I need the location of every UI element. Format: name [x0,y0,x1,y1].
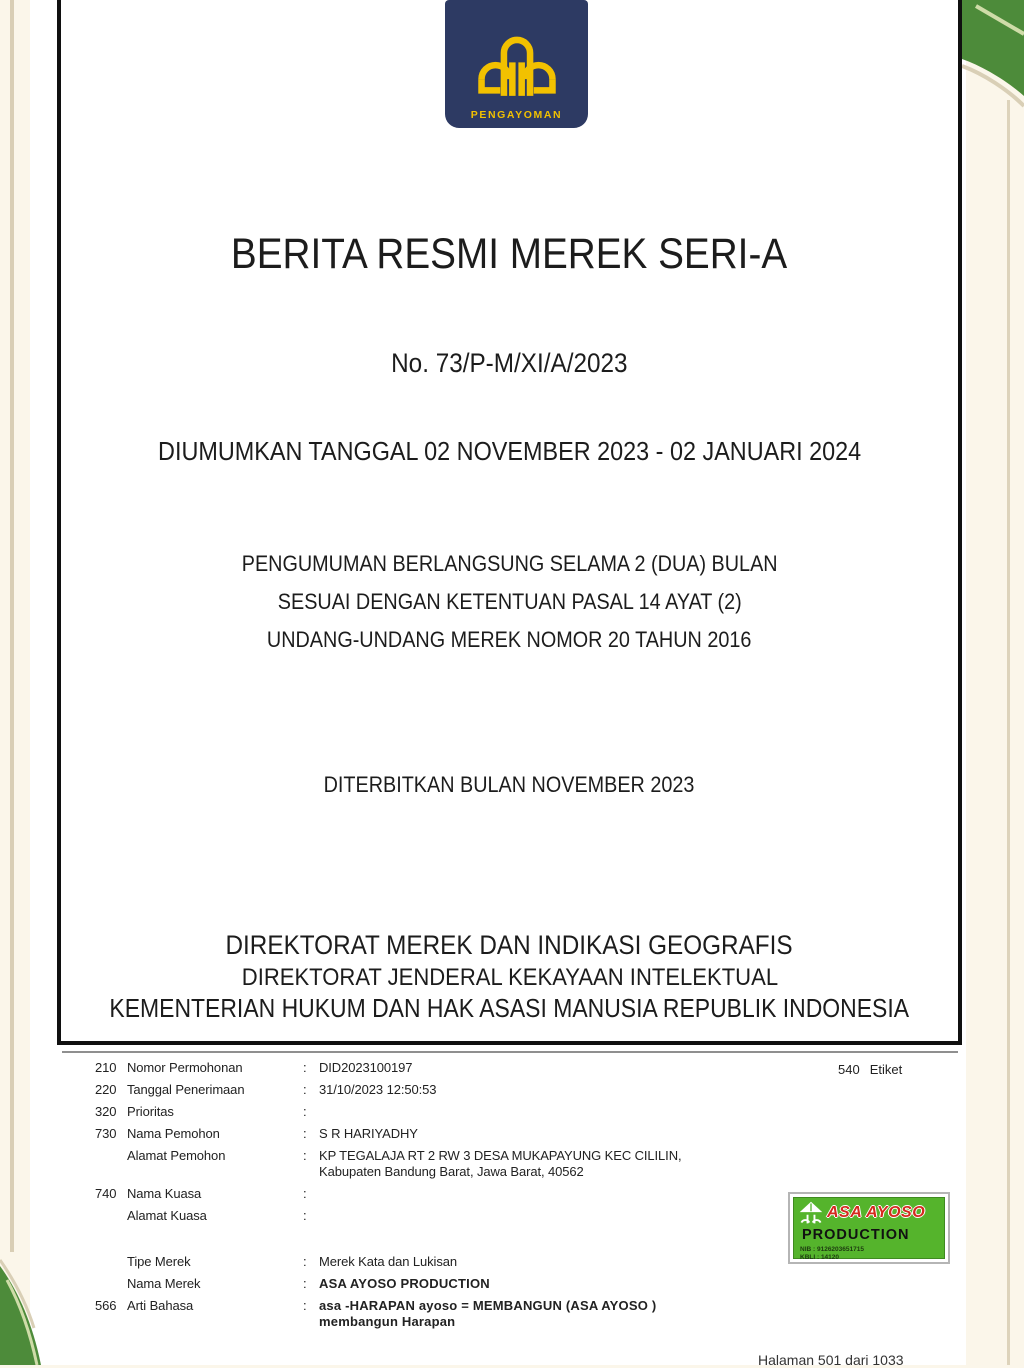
field-alamat-pemohon: Alamat Pemohon : KP TEGALAJA RT 2 RW 3 DESA MUKAPAYUNG KEC CILILIN, Kabupaten Bandung Barat, Jawa Barat, 40562 [95,1148,740,1180]
kemenkumham-logo [445,0,588,128]
etiket-caption [838,1062,912,1077]
field-tipe-merek: Tipe Merek : Merek Kata dan Lukisan [95,1254,740,1270]
notice-line-2: SESUAI DENGAN KETENTUAN PASAL 14 AYAT (2) [277,589,742,614]
title-page-content [57,0,962,1045]
gazette-number: No. 73/P-M/XI/A/2023 [391,348,628,378]
right-margin-rule [1007,100,1010,1365]
field-prioritas: 320 Prioritas : [95,1104,740,1120]
field-nama-pemohon: 730 Nama Pemohon : S R HARIYADHY [95,1126,740,1142]
etiket-code: 540 [838,1062,860,1077]
etiket-kbli: KBLI : 14120 [800,1253,840,1261]
etiket-brand-subname: PRODUCTION [802,1227,910,1243]
announcement-period: DIUMUMKAN TANGGAL 02 NOVEMBER 2023 - 02 JANUARI 2024 [157,436,862,466]
page-title: BERITA RESMI MEREK SERI-A [231,230,788,278]
trademark-record [95,1060,740,1336]
pengayoman-emblem-icon [469,25,565,109]
notice-line-3: UNDANG-UNDANG MEREK NOMOR 20 TAHUN 2016 [267,627,752,652]
left-margin-rule [10,0,14,1252]
issuer-line-1: DIREKTORAT MEREK DAN INDIKASI GEOGRAFIS [225,930,794,960]
field-tanggal-penerimaan: 220 Tanggal Penerimaan : 31/10/2023 12:50:53 [95,1082,740,1098]
issuer-line-2: DIREKTORAT JENDERAL KEKAYAAN INTELEKTUAL [241,964,778,991]
asa-ayoso-logo-icon [798,1200,824,1226]
notice-line-1: PENGUMUMAN BERLANGSUNG SELAMA 2 (DUA) BULAN [241,551,778,576]
etiket-brand-name: ASA AYOSO [827,1204,926,1221]
etiket-brand-image [788,1192,950,1264]
issuer-line-3: KEMENTERIAN HUKUM DAN HAK ASASI MANUSIA REPUBLIK INDONESIA [109,995,910,1023]
corner-ribbon-bottom-left-icon [0,1250,55,1365]
field-nomor-permohonan: 210 Nomor Permohonan : DID2023100197 [95,1060,740,1076]
field-nama-kuasa: 740 Nama Kuasa : [95,1186,740,1202]
field-arti-bahasa: 566 Arti Bahasa : asa -HARAPAN ayoso = MEMBANGUN (ASA AYOSO ) membangun Harapan [95,1298,740,1330]
field-nama-merek: Nama Merek : ASA AYOSO PRODUCTION [95,1276,740,1292]
page-number: Halaman 501 dari 1033 [758,1352,904,1368]
section-divider [62,1051,958,1053]
notice-block [57,545,962,659]
etiket-label: Etiket [869,1062,903,1077]
field-alamat-kuasa: Alamat Kuasa : [95,1208,740,1224]
logo-caption: PENGAYOMAN [470,109,563,121]
published-line: DITERBITKAN BULAN NOVEMBER 2023 [324,772,695,797]
corner-ribbon-top-right-icon [962,0,1024,122]
etiket-nib: NIB : 9126203651715 [800,1246,864,1253]
